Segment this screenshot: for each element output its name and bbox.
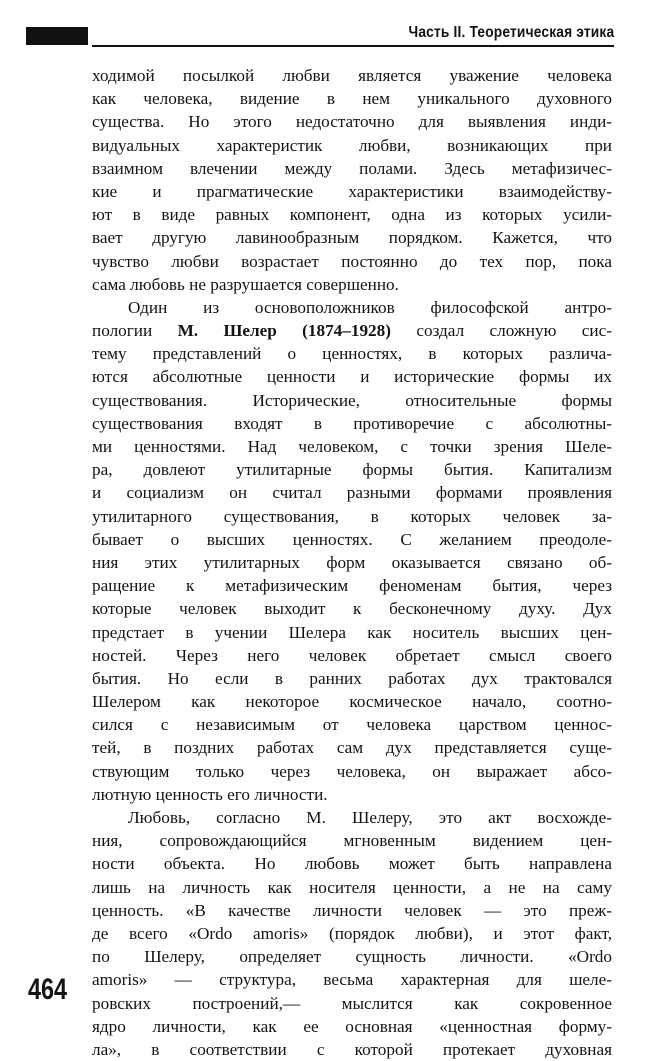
text-line: как человека, видение в нем уникального духовного [92,89,612,109]
text-line: ют в виде равных компонент, одна из которых усили- [92,205,612,225]
page-number: 464 [28,973,68,1006]
text-line: вает другую лавинообразным порядком. Кажется, что [92,228,612,248]
text-line: бывает о высших ценностях. С желанием преодоле- [92,529,612,549]
text-line: ния, сопровождающийся мгновенным видением цен- [92,831,612,851]
text-line: ценность. «В качестве личности человек — это преж- [92,900,612,920]
text-line: предстает в учении Шелера как носитель высших цен- [92,622,612,642]
text-line: ходимой посылкой любви является уважение человека [92,66,612,85]
text-line: существования входят в противоречие с абсолютны- [92,413,612,433]
text-line: которые человек выходит к бесконечному духу. Дух [92,599,612,619]
text-line: по Шелеру, определяет сущность личности. «Ordo [92,947,612,967]
text-line: и социализм он считал разными формами проявления [92,483,612,503]
text-line: ми ценностями. Над человеком, с точки зрения Шеле- [92,437,612,456]
running-header-title: Часть II. Теоретическая этика [408,24,614,41]
text-segment: создал сложную сис- [390,321,612,341]
text-line: ния этих утилитарных форм оказывается связано об- [92,552,612,572]
text-line: ности объекта. Но любовь может быть направлена [92,854,612,874]
body-text [92,64,612,1061]
text-line: ствующим только через человека, он выражает абсо- [92,761,612,781]
text-line: бытия. Но если в ранних работах дух трактовался [92,668,612,688]
paragraph-first-line: Один из основоположников философской антро- [128,297,612,317]
text-line: тему представлений о ценностях, в которых различа- [92,344,612,364]
text-line: ращение к метафизическим феноменам бытия, через [92,576,612,596]
text-line: лютную ценность его личности. [92,784,328,804]
text-line: существования. Исторические, относительные формы [92,390,612,410]
author-name-bold: М. Шелер (1874–1928) [177,321,391,341]
text-line: amoris» — структура, весьма характерная для шеле- [92,970,612,990]
text-line: ядро личности, как ее основная «ценностная форму- [92,1016,612,1036]
running-header [0,0,648,60]
text-line: существа. Но этого недостаточно для выявления инди- [92,112,612,132]
header-rule [92,45,614,47]
text-line: ра, довлеют утилитарные формы бытия. Капитализм [92,460,612,480]
text-line: де всего «Ordo amoris» (порядок любви), и этот факт, [92,923,612,943]
text-line: ностей. Через него человек обретает смысл своего [92,645,612,665]
text-line: сился с независимым от человека царством ценнос- [92,715,612,735]
text-line: лишь на личность как носителя ценности, а не на саму [92,877,612,897]
header-black-bar [26,27,88,45]
text-line: видуальных характеристик любви, возникающих при [92,135,612,155]
text-line: утилитарного существования, в которых человек за- [92,506,612,526]
text-line: чувство любви возрастает постоянно до тех пор, пока [92,251,612,271]
text-line: Шелером как некоторое космическое начало, соотно- [92,692,612,712]
text-line-with-bold [92,319,612,342]
text-segment: пологии [92,321,178,341]
text-line: тей, в поздних работах сам дух представляется суще- [92,738,612,758]
text-line: ла», в соответствии с которой протекает духовная [92,1039,612,1059]
text-line: сама любовь не разрушается совершенно. [92,274,399,294]
text-line: взаимном влечении между полами. Здесь метафизичес- [92,158,612,178]
text-line: ются абсолютные ценности и исторические формы их [92,367,612,387]
text-line: кие и прагматические характеристики взаимодейству- [92,181,612,201]
text-line: ровских построений,— мыслится как сокровенное [92,993,612,1013]
paragraph-first-line: Любовь, согласно М. Шелеру, это акт восхожде- [128,808,612,827]
